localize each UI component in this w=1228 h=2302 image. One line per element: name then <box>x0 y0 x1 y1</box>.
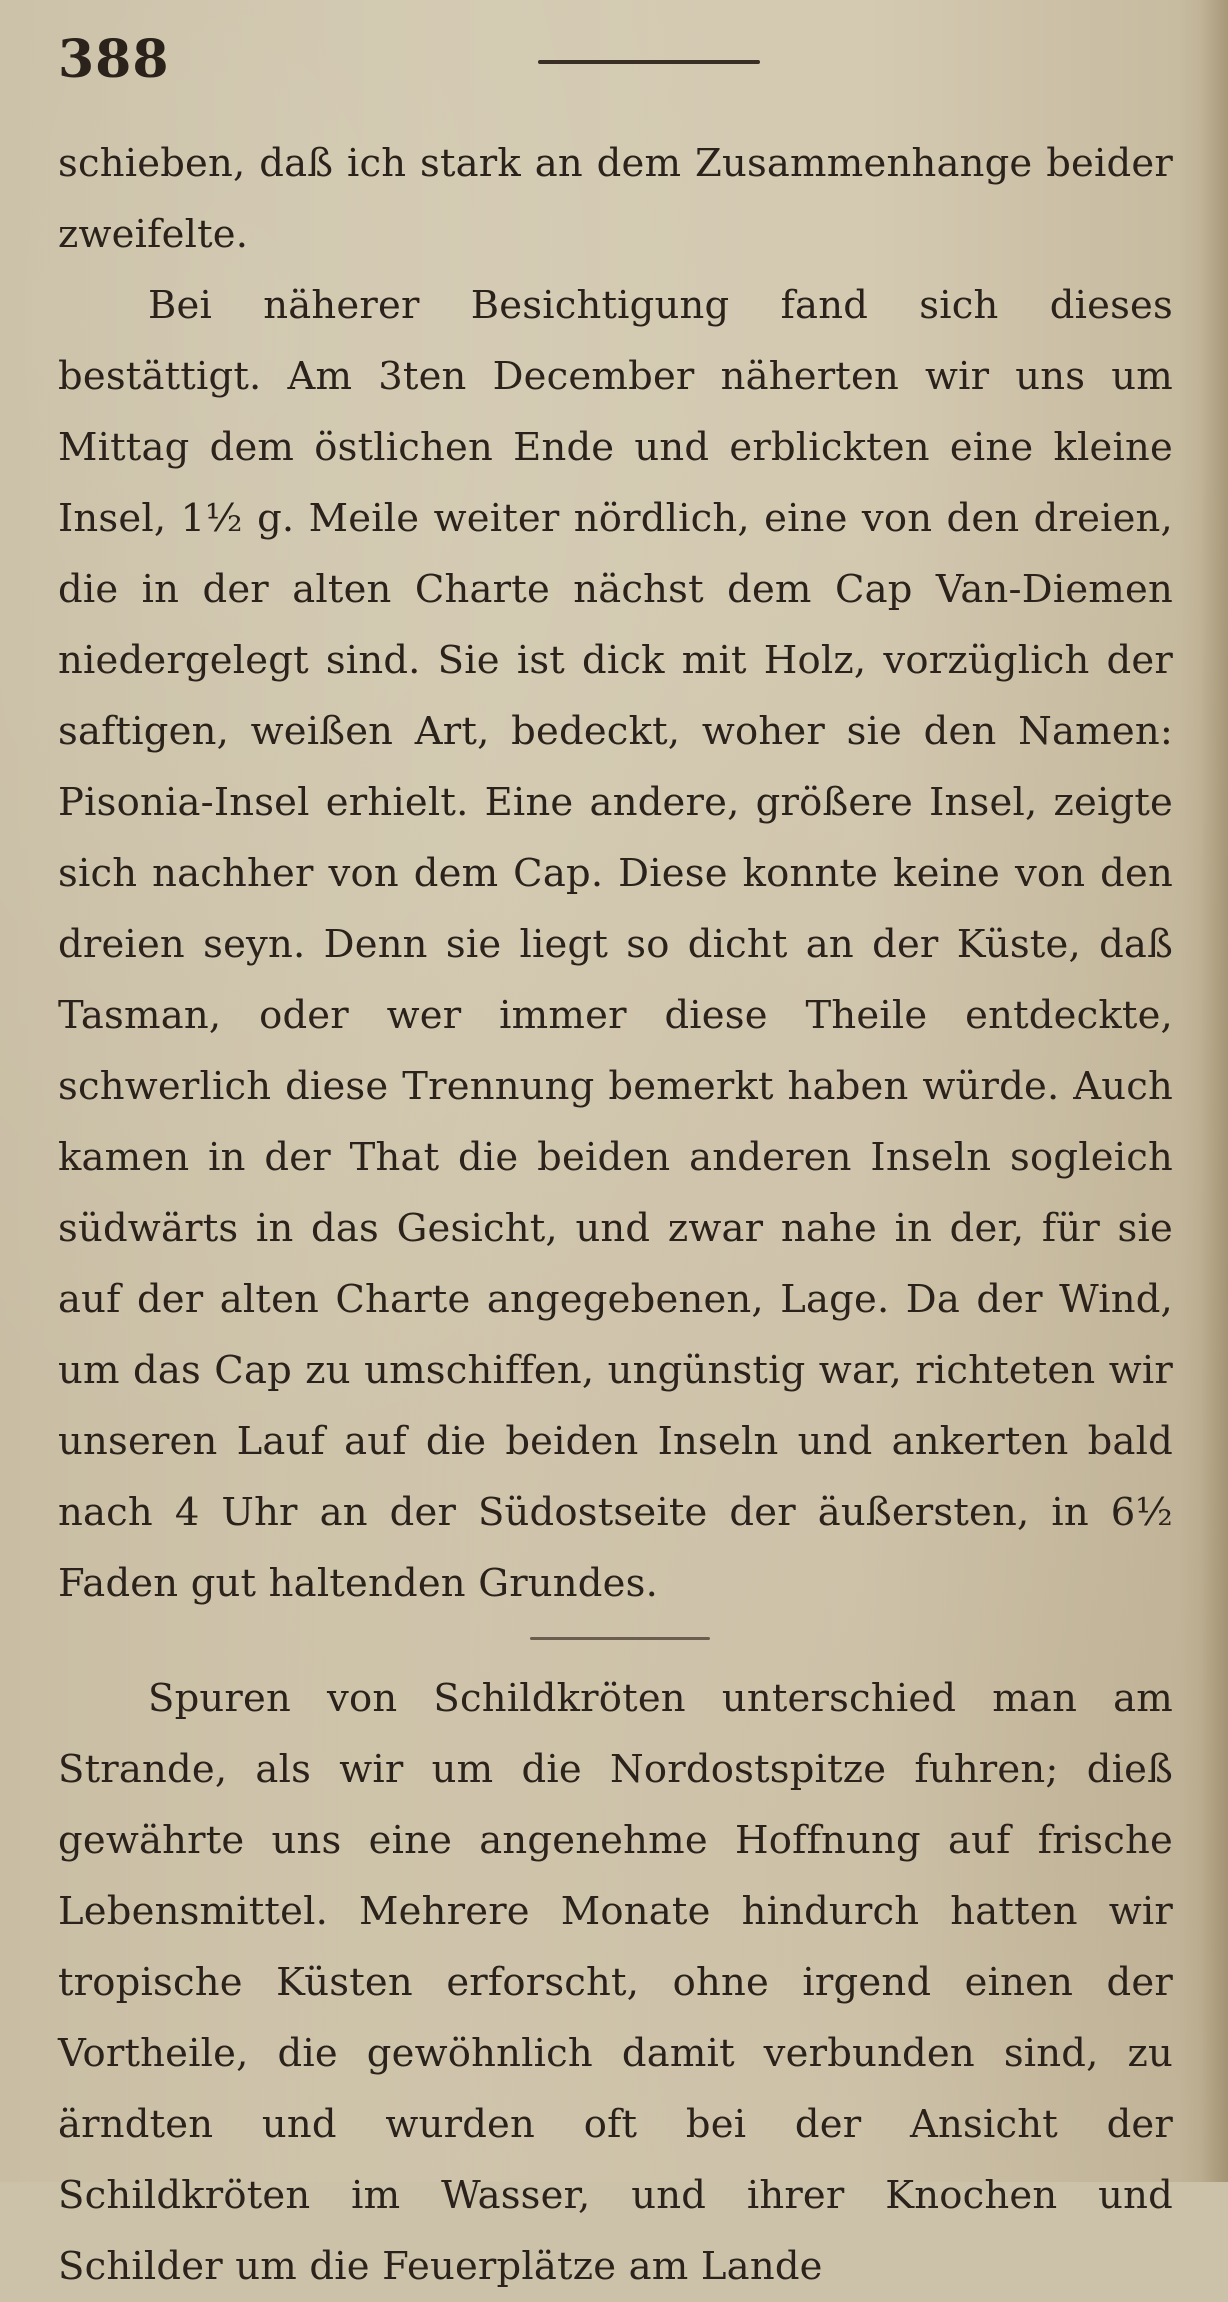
section-divider <box>530 1637 710 1640</box>
header-rule <box>538 60 760 64</box>
paragraph-island-sighting: Bei näherer Besichtigung fand sich dieses bestättigt. Am 3ten December näherten wir uns um Mittag dem östlichen Ende und erblickten eine kleine Insel, 1½ g. Meile weiter nördlich, eine von den dreien, die in der alten Charte nächst dem Cap Van-Diemen niedergelegt sind. Sie ist dick mit Holz, vorzüglich der saftigen, weißen Art, bedeckt, woher sie den Namen: Pisonia-Insel erhielt. Eine andere, größere Insel, zeigte sich nachher von dem Cap. Diese konnte keine von den dreien seyn. Denn sie liegt so dicht an der Küste, daß Tasman, oder wer immer diese Theile entdeckte, schwerlich diese Trennung bemerkt haben würde. Auch kamen in der That die beiden anderen Inseln sogleich südwärts in das Gesicht, und zwar nahe in der, für sie auf der alten Charte angegebenen, Lage. Da der Wind, um das Cap zu umschiffen, ungünstig war, richteten wir unseren Lauf auf die beiden Inseln und ankerten bald nach 4 Uhr an der Südostseite der äußersten, in 6½ Faden gut haltenden Grundes. <box>58 283 1173 1606</box>
page-number: 388 <box>58 29 170 90</box>
paragraph-continuation: schieben, daß ich stark an dem Zusammenhange beider zweifelte. <box>58 141 1173 257</box>
body-text <box>58 128 1173 2302</box>
paragraph-turtle-traces: Spuren von Schildkröten unterschied man am Strande, als wir um die Nordostspitze fuhren; dieß gewährte uns eine angenehme Hoffnung auf frische Lebensmittel. Mehrere Monate hindurch hatten wir tropische Küsten erforscht, ohne irgend einen der Vortheile, die gewöhnlich damit verbunden sind, zu ärndten und wurden oft bei der Ansicht der Schildkröten im Wasser, und ihrer Knochen und Schilder um die Feuerplätze am Lande <box>58 1676 1173 2289</box>
